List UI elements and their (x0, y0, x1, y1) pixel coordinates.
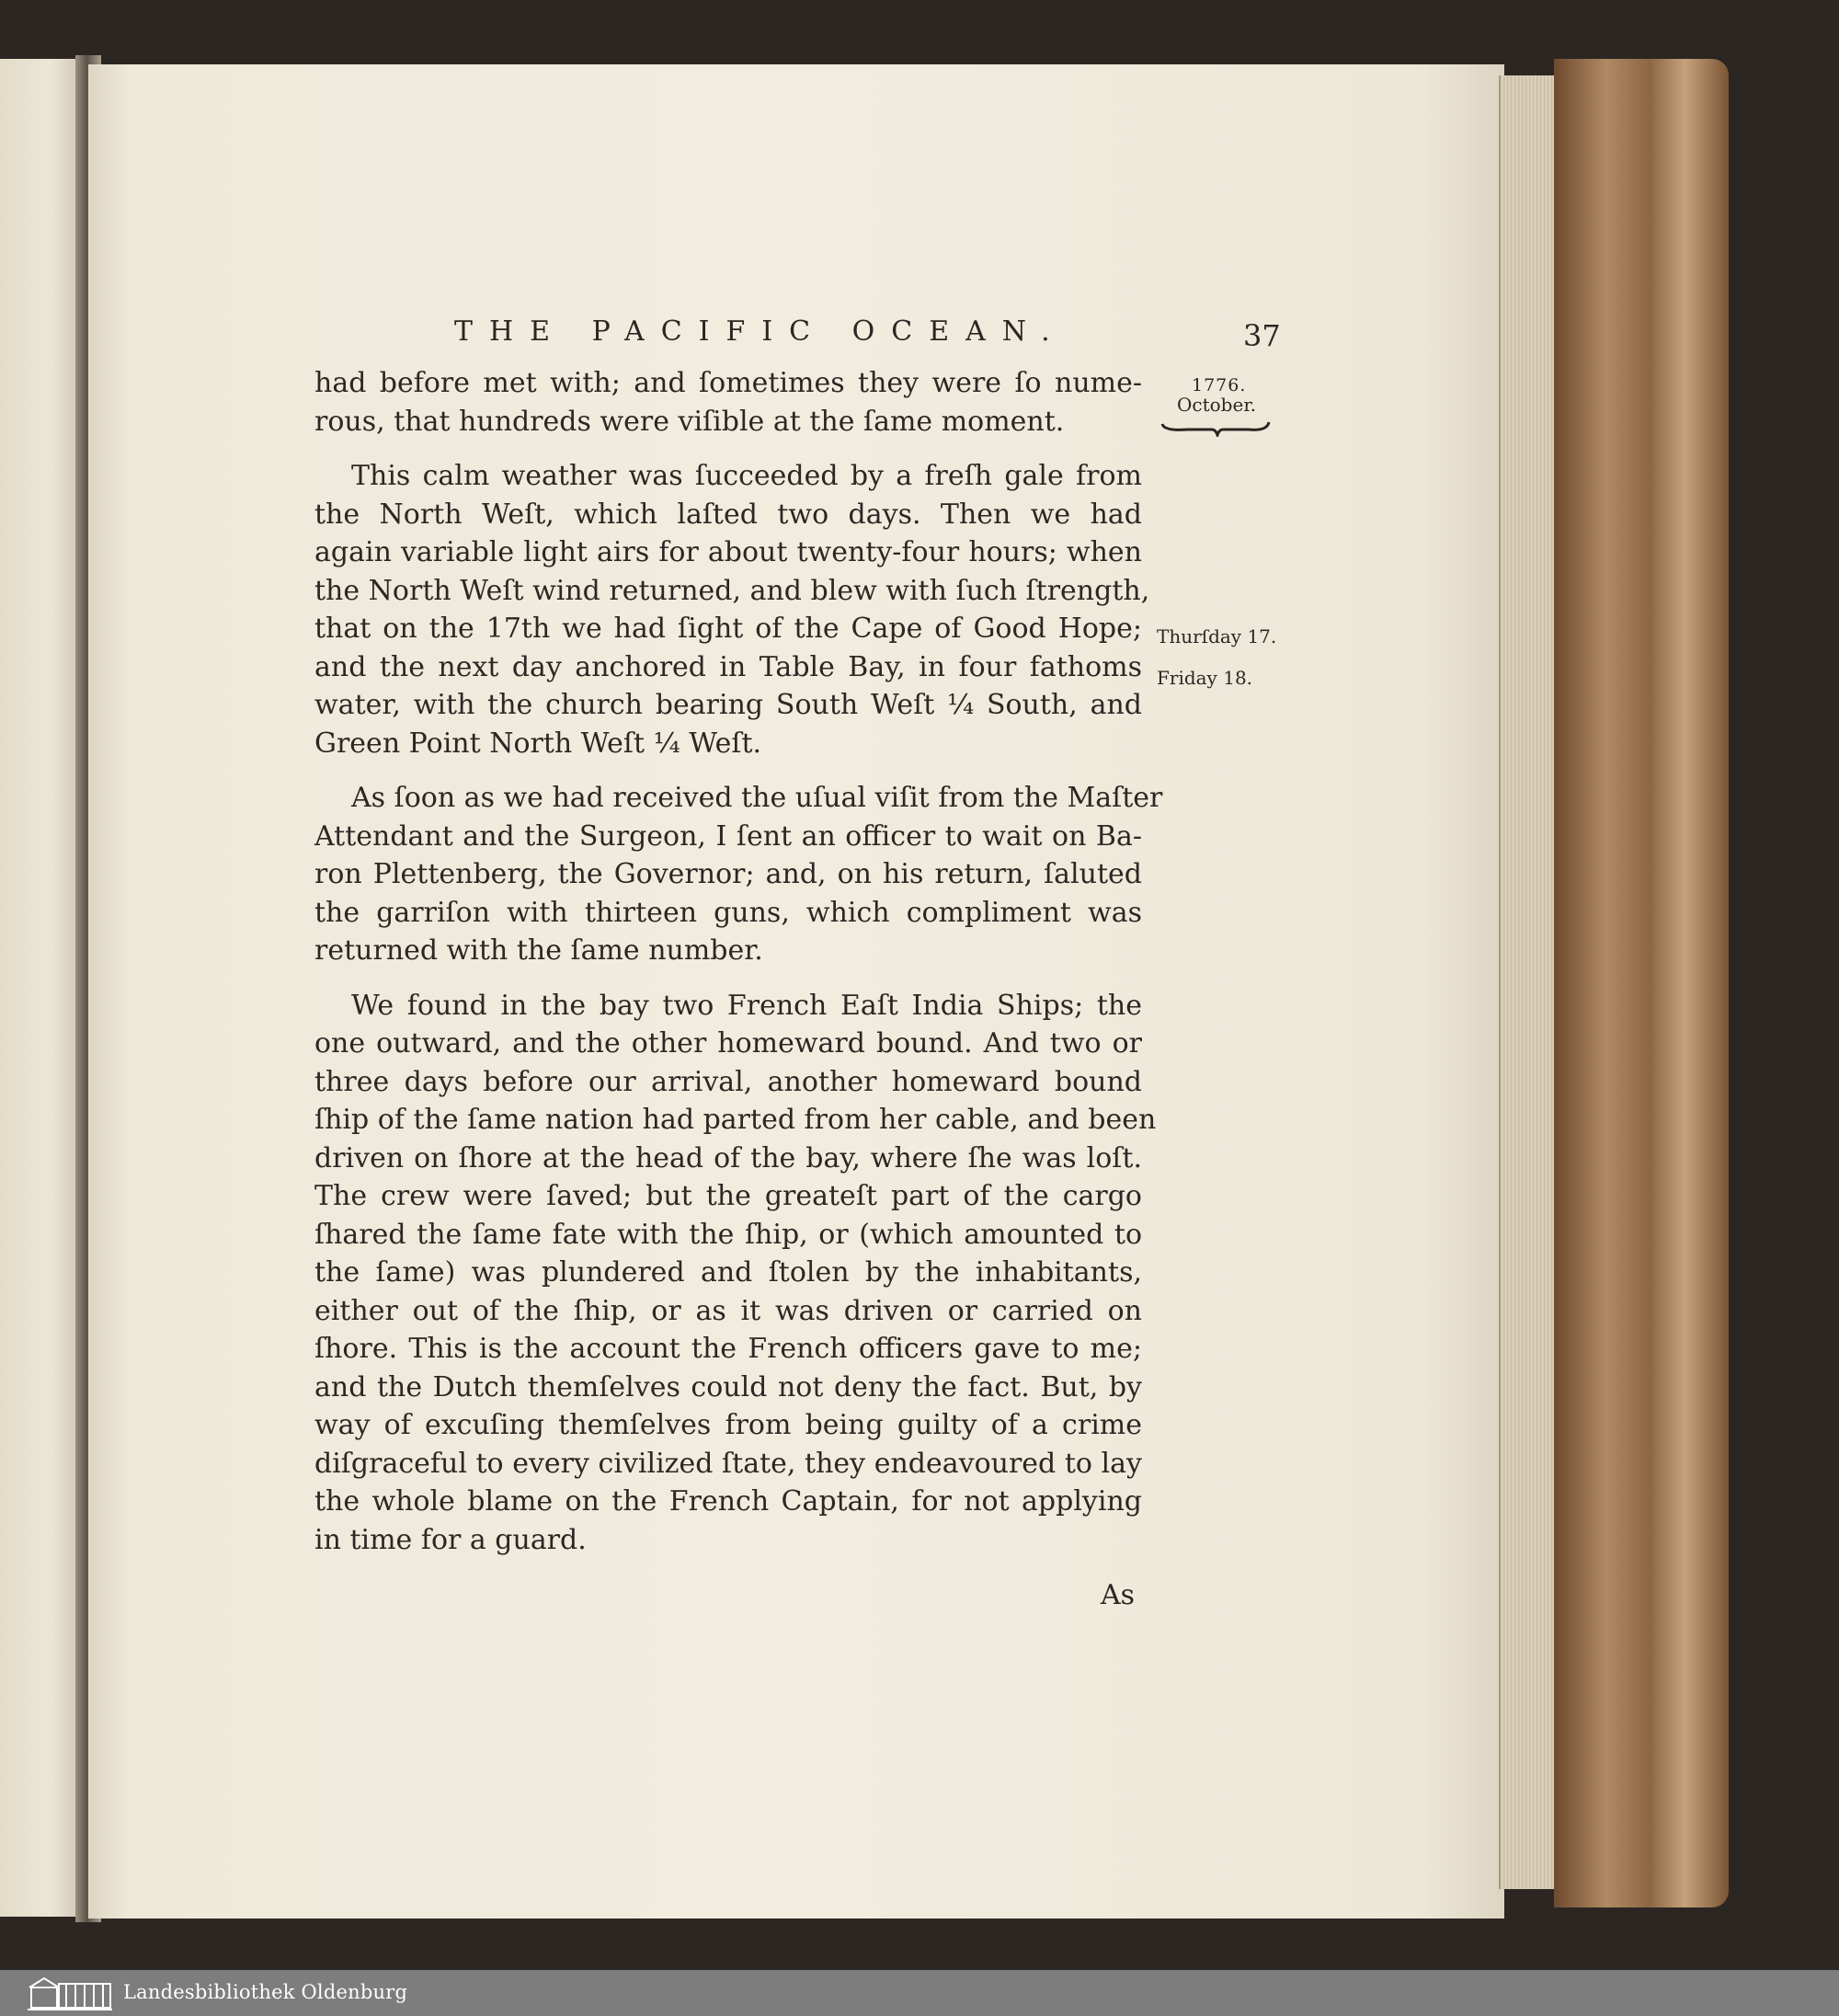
text-line: ſhared the ſame fate with the ſhip, or (which amounted to (314, 1218, 1142, 1251)
margin-note-friday: Friday 18. (1157, 667, 1253, 689)
margin-note-thursday: Thurſday 17. (1157, 625, 1277, 647)
text-line: either out of the ſhip, or as it was driven or carried on (314, 1294, 1142, 1327)
text-line: As ſoon as we had received the uſual viſit from the Maſter (351, 782, 1163, 814)
running-head: THE PACIFIC OCEAN. (454, 315, 1067, 348)
text-line: the North Weſt wind returned, and blew with ſuch ſtrength, (314, 574, 1150, 607)
text-line: ron Plettenberg, the Governor; and, on his return, ſaluted (314, 858, 1142, 890)
body-text (314, 364, 1163, 1559)
text-line: ſhore. This is the account the French officers gave to me; (314, 1333, 1142, 1365)
text-line: returned with the ſame number. (314, 934, 763, 967)
text-line: had before met with; and ſometimes they were ſo nume- (314, 367, 1142, 399)
footer-institution: Landesbibliothek Oldenburg (123, 1981, 408, 2003)
text-line: Attendant and the Surgeon, I ſent an officer to wait on Ba- (314, 819, 1142, 853)
text-line: that on the 17th we had ſight of the Cape of Good Hope; (314, 613, 1142, 645)
text-line: the ſame) was plundered and ſtolen by the inhabitants, (314, 1256, 1142, 1289)
text-line: and the Dutch themſelves could not deny the fact. But, by (314, 1370, 1142, 1403)
text-line: way of excuſing themſelves from being guilty of a crime (314, 1409, 1142, 1441)
text-line: The crew were ſaved; but the greateſt part of the cargo (314, 1180, 1142, 1212)
text-line: We found in the bay two French Eaſt India Ships; the (351, 989, 1142, 1022)
text-line: ſhip of the ſame nation had parted from her cable, and been (314, 1104, 1157, 1136)
text-line: the whole blame on the French Captain, for not applying (314, 1485, 1142, 1518)
text-line: Green Point North Weſt ¼ Weſt. (314, 727, 762, 760)
margin-note-month: October. (1177, 394, 1257, 416)
page-number: 37 (1243, 318, 1281, 353)
text-line: one outward, and the other homeward bound. And two or (314, 1027, 1142, 1060)
text-line: the garriſon with thirteen guns, which compliment was (314, 896, 1142, 929)
text-line: driven on ſhore at the head of the bay, where ſhe was loſt. (314, 1141, 1142, 1174)
page-edges (1499, 75, 1560, 1889)
text-line: the North Weſt, which laſted two days. Then we had (314, 498, 1142, 531)
text-line: and the next day anchored in Table Bay, in four fathoms (314, 650, 1142, 683)
text-line: diſgraceful to every civilized ſtate, they endeavoured to lay (314, 1447, 1142, 1480)
text-line: three days before our arrival, another homeward bound (314, 1065, 1142, 1098)
text-line: This calm weather was ſucceeded by a freſh gale from (351, 460, 1142, 492)
text-line: again variable light airs for about twenty-four hours; when (314, 536, 1142, 568)
text-line: rous, that hundreds were viſible at the ſame moment. (314, 405, 1065, 438)
text-line: in time for a guard. (314, 1523, 587, 1556)
book-cover (1554, 59, 1729, 1907)
margin-brace-icon (1160, 418, 1271, 437)
library-building-icon (26, 1975, 114, 2011)
catchword: As (1101, 1579, 1136, 1611)
margin-note-year: 1776. (1192, 375, 1247, 395)
text-line: water, with the church bearing South Weſt ¼ South, and (314, 689, 1142, 721)
